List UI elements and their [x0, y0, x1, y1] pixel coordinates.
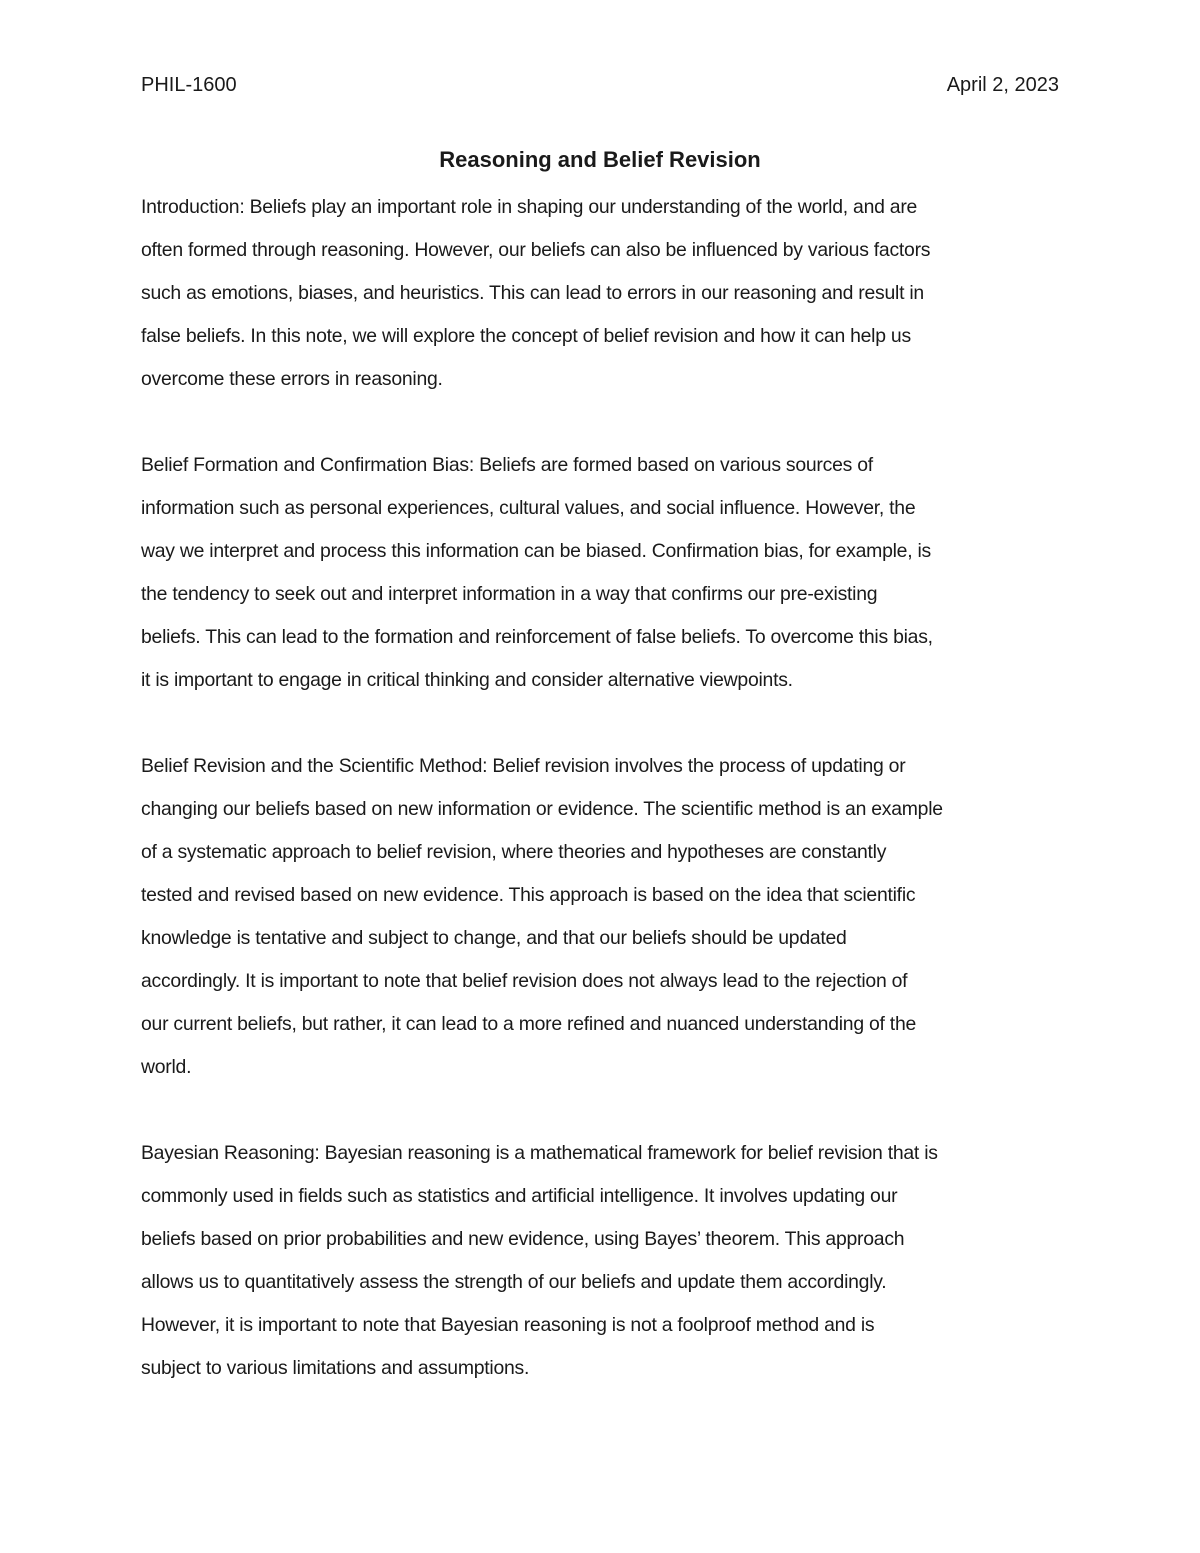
document-date: April 2, 2023	[946, 73, 1059, 96]
text-line: Belief Formation and Confirmation Bias: Beliefs are formed based on various sources of	[141, 454, 873, 476]
text-line: Bayesian Reasoning: Bayesian reasoning is a mathematical framework for belief revision that is	[141, 1142, 938, 1164]
text-line: of a systematic approach to belief revision, where theories and hypotheses are constantly	[141, 841, 887, 863]
text-line: Belief Revision and the Scientific Method: Belief revision involves the process of updating or	[141, 755, 906, 777]
text-line: tested and revised based on new evidence. This approach is based on the idea that scientific	[141, 884, 916, 906]
text-line: information such as personal experiences, cultural values, and social influence. However, the	[141, 497, 916, 519]
text-line: However, it is important to note that Bayesian reasoning is not a foolproof method and is	[141, 1314, 875, 1336]
text-line: accordingly. It is important to note that belief revision does not always lead to the rejection of	[141, 970, 908, 992]
text-line: knowledge is tentative and subject to change, and that our beliefs should be updated	[141, 927, 847, 949]
text-line: Introduction: Beliefs play an important role in shaping our understanding of the world, and are	[141, 196, 918, 218]
text-line: world.	[141, 1056, 192, 1078]
paragraph-introduction	[141, 186, 1066, 401]
text-line: often formed through reasoning. However, our beliefs can also be influenced by various factors	[141, 239, 931, 261]
text-line: false beliefs. In this note, we will explore the concept of belief revision and how it can help us	[141, 325, 911, 347]
text-line: commonly used in fields such as statistics and artificial intelligence. It involves updating our	[141, 1185, 898, 1207]
text-line: the tendency to seek out and interpret information in a way that confirms our pre-existing	[141, 583, 878, 605]
text-line: beliefs. This can lead to the formation and reinforcement of false beliefs. To overcome this bias,	[141, 626, 933, 648]
text-line: our current beliefs, but rather, it can lead to a more refined and nuanced understanding of the	[141, 1013, 917, 1035]
text-line: way we interpret and process this information can be biased. Confirmation bias, for example, is	[141, 540, 931, 562]
paragraph-belief-revision	[141, 745, 1066, 1089]
text-line: subject to various limitations and assumptions.	[141, 1357, 530, 1379]
document-title: Reasoning and Belief Revision	[439, 147, 761, 172]
text-line: overcome these errors in reasoning.	[141, 368, 443, 390]
text-line: such as emotions, biases, and heuristics. This can lead to errors in our reasoning and result in	[141, 282, 924, 304]
course-code: PHIL-1600	[141, 73, 237, 96]
paragraph-bayesian-reasoning	[141, 1132, 1066, 1390]
text-line: changing our beliefs based on new information or evidence. The scientific method is an example	[141, 798, 943, 820]
page-header	[141, 70, 1059, 100]
text-line: allows us to quantitatively assess the strength of our beliefs and update them accordingly.	[141, 1271, 887, 1293]
paragraph-belief-formation	[141, 444, 1066, 702]
text-line: beliefs based on prior probabilities and new evidence, using Bayes’ theorem. This approach	[141, 1228, 905, 1250]
document-body	[141, 186, 1066, 1433]
text-line: it is important to engage in critical thinking and consider alternative viewpoints.	[141, 669, 793, 691]
